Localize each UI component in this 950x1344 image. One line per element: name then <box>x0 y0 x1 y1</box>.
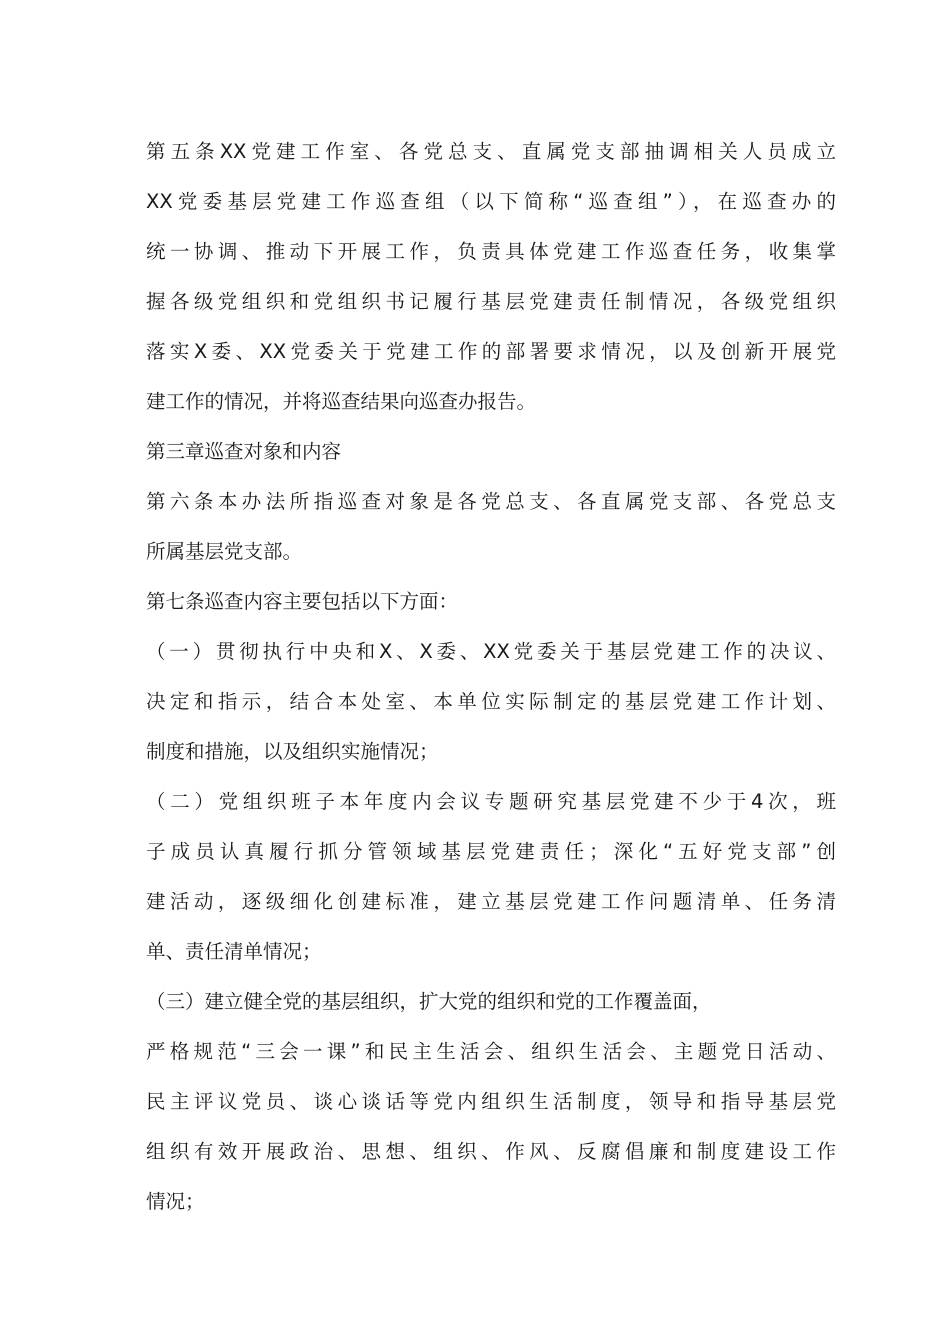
article-5-line-3: 统一协调、推动下开展工作，负责具体党建工作巡查任务，收集掌 <box>146 240 836 263</box>
article-6-line-1: 第六条本办法所指巡查对象是各党总支、各直属党支部、各党总支 <box>146 490 836 513</box>
article-5-line-2: XX党委基层党建工作巡查组（以下简称“巡查组”），在巡查办的 <box>146 190 836 213</box>
document-body <box>146 127 836 1227</box>
item-1-line-1: （一）贯彻执行中央和X、X委、XX党委关于基层党建工作的决议、 <box>146 640 836 663</box>
article-6-line-2: 所属基层党支部。 <box>146 540 303 563</box>
item-3-line-5: 情况； <box>146 1190 205 1213</box>
item-2-line-1: （二）党组织班子本年度内会议专题研究基层党建不少于4次，班 <box>146 790 836 813</box>
article-5-line-5: 落实X委、XX党委关于党建工作的部署要求情况，以及创新开展党 <box>146 340 836 363</box>
item-3-line-3: 民主评议党员、谈心谈话等党内组织生活制度，领导和指导基层党 <box>146 1090 836 1113</box>
item-2-line-3: 建活动，逐级细化创建标准，建立基层党建工作问题清单、任务清 <box>146 890 836 913</box>
item-1-line-3: 制度和措施，以及组织实施情况； <box>146 740 439 763</box>
item-2-line-4: 单、责任清单情况； <box>146 940 322 963</box>
chapter-3-heading: 第三章巡查对象和内容 <box>146 440 342 463</box>
item-2-line-2: 子成员认真履行抓分管领域基层党建责任；深化“五好党支部”创 <box>146 840 836 863</box>
article-5-line-4: 握各级党组织和党组织书记履行基层党建责任制情况，各级党组织 <box>146 290 836 313</box>
article-5-line-6: 建工作的情况，并将巡查结果向巡查办报告。 <box>146 390 537 413</box>
item-3-line-4: 组织有效开展政治、思想、组织、作风、反腐倡廉和制度建设工作 <box>146 1140 836 1163</box>
article-7-intro: 第七条巡查内容主要包括以下方面： <box>146 590 459 613</box>
item-3-line-1: （三）建立健全党的基层组织，扩大党的组织和党的工作覆盖面， <box>146 990 712 1013</box>
item-3-line-2: 严格规范“三会一课”和民主生活会、组织生活会、主题党日活动、 <box>146 1040 836 1063</box>
article-5-line-1: 第五条XX党建工作室、各党总支、直属党支部抽调相关人员成立 <box>146 140 836 163</box>
item-1-line-2: 决定和指示，结合本处室、本单位实际制定的基层党建工作计划、 <box>146 690 836 713</box>
